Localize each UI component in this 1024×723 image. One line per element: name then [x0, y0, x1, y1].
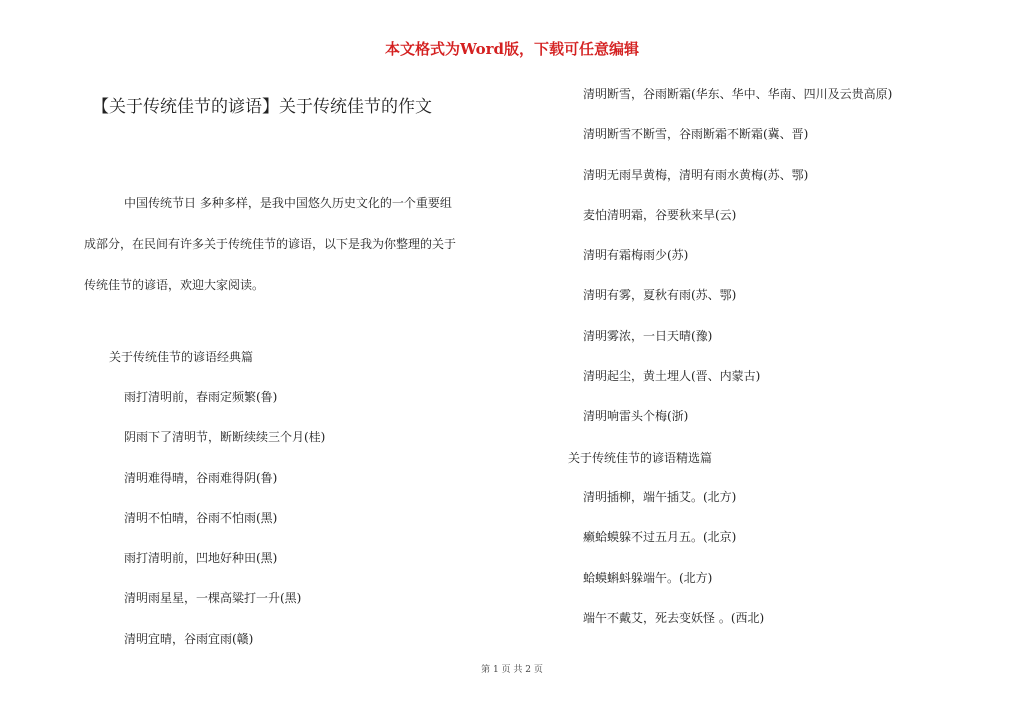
proverb-item: 清明不怕晴，谷雨不怕雨(黑) [124, 510, 278, 525]
intro-paragraph [84, 183, 504, 306]
proverb-item: 清明雾浓，一日天晴(豫) [583, 328, 713, 343]
proverb-item: 清明响雷头个梅(浙) [583, 409, 689, 424]
proverb-item: 雨打清明前，春雨定频繁(鲁) [124, 390, 278, 404]
proverb-item: 雨打清明前，凹地好种田(黑) [124, 551, 278, 566]
proverb-item: 清明雨星星，一棵高粱打一升(黑) [124, 591, 302, 606]
proverb-item: 端午不戴艾，死去变妖怪 。(西北) [583, 610, 765, 625]
proverb-item: 清明难得晴，谷雨难得阴(鲁) [124, 470, 278, 485]
proverb-item: 阴雨下了清明节，断断续续三个月(桂) [124, 430, 326, 445]
section-heading-classic: 关于传统佳节的谚语经典篇 [109, 350, 254, 364]
proverb-item: 清明有雾，夏秋有雨(苏、鄂) [583, 288, 737, 303]
proverb-item: 清明插柳，端午插艾。(北方) [583, 490, 737, 504]
intro-line: 成部分，在民间有许多关于传统佳节的谚语，以下是我为你整理的关于 [84, 237, 457, 251]
proverb-list-classic [124, 387, 325, 669]
edit-notice-banner: 本文格式为Word版，下载可任意编辑 [384, 40, 640, 58]
intro-line: 中国传统节日 多种多样，是我中国悠久历史文化的一个重要组 [124, 196, 452, 210]
proverb-list-selected [583, 487, 764, 648]
proverb-list-right [583, 84, 892, 447]
proverb-item: 清明无雨旱黄梅，清明有雨水黄梅(苏、鄂) [583, 167, 809, 182]
proverb-item: 麦怕清明霜，谷要秋来旱(云) [583, 207, 737, 222]
proverb-item: 清明宜晴，谷雨宜雨(赣) [124, 631, 254, 646]
page-number-footer: 第 1 页 共 2 页 [481, 665, 543, 675]
intro-line: 传统佳节的谚语，欢迎大家阅读。 [84, 278, 265, 292]
proverb-item: 清明有霜梅雨少(苏) [583, 248, 689, 263]
proverb-item: 清明起尘，黄土埋人(晋、内蒙古) [583, 369, 761, 384]
document-title: 【关于传统佳节的谚语】关于传统佳节的作文 [92, 97, 432, 117]
proverb-item: 蛤蟆蝌蚪躲端午。(北方) [583, 570, 713, 585]
proverb-item: 癞蛤蟆躲不过五月五。(北京) [583, 530, 737, 545]
proverb-item: 清明断雪，谷雨断霜(华东、华中、华南、四川及云贵高原) [583, 87, 893, 101]
proverb-item: 清明断雪不断雪，谷雨断霜不断霜(冀、晋) [583, 127, 809, 142]
section-heading-selected: 关于传统佳节的谚语精选篇 [568, 451, 713, 465]
